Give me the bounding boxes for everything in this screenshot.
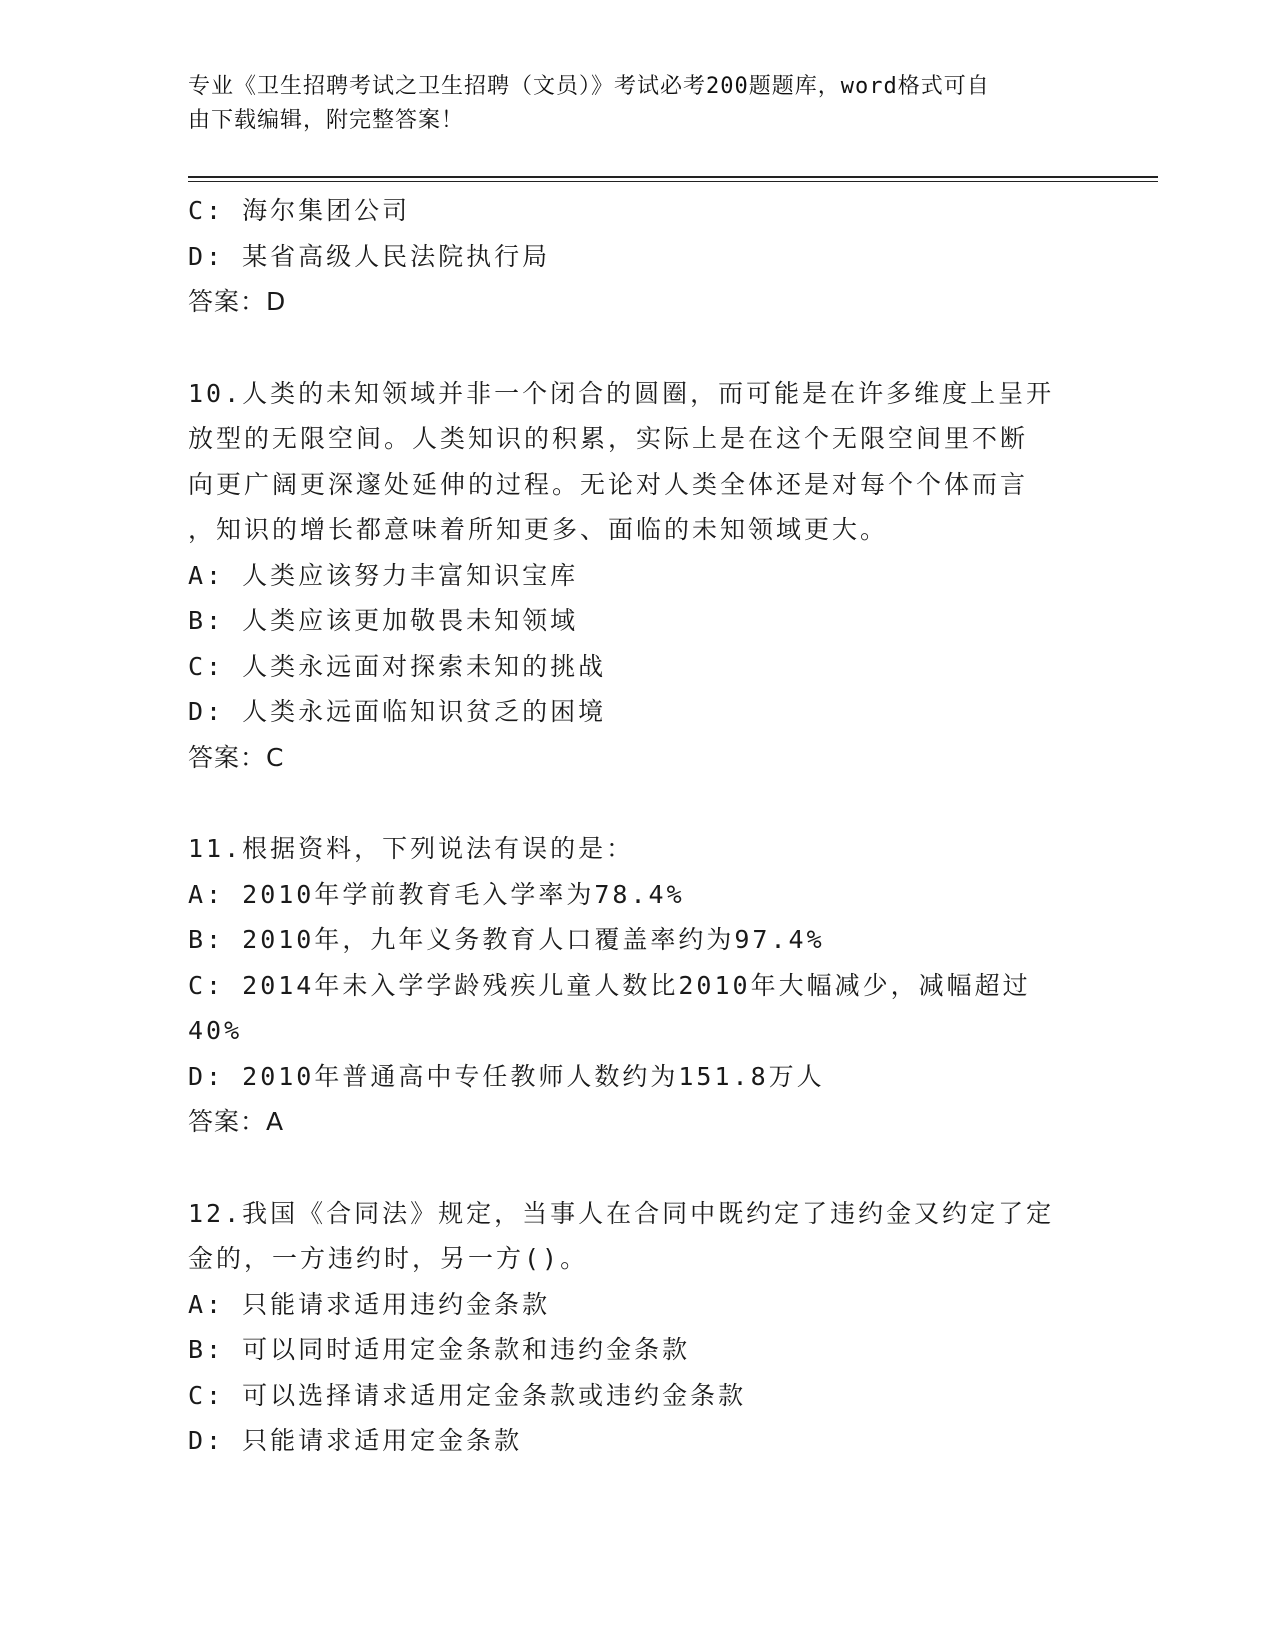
q11-option-a: A: 2010年学前教育毛入学率为78.4% [188, 879, 685, 909]
spacer [188, 325, 1088, 371]
q10-option-c: C: 人类永远面对探索未知的挑战 [188, 651, 607, 681]
q10-option-a: A: 人类应该努力丰富知识宝库 [188, 560, 579, 590]
q11-answer: 答案：A [188, 1107, 285, 1136]
spacer [188, 780, 1088, 826]
question-11 [188, 826, 1088, 1145]
question-content [188, 188, 1088, 1464]
q10-option-d: D: 人类永远面临知识贫乏的困境 [188, 697, 607, 726]
q10-option-b: B: 人类应该更加敬畏未知领域 [188, 606, 579, 635]
q12-stem-line: 金的，一方违约时，另一方()。 [188, 1244, 589, 1273]
q11-option-d: D: 2010年普通高中专任教师人数约为151.8万人 [188, 1061, 825, 1091]
q9-answer: 答案：D [188, 287, 287, 316]
q9-option-c: C: 海尔集团公司 [188, 196, 411, 225]
q12-stem-line: 12.我国《合同法》规定，当事人在合同中既约定了违约金又约定了定 [188, 1198, 1055, 1228]
q10-stem-line: 放型的无限空间。人类知识的积累，实际上是在这个无限空间里不断 [188, 424, 1029, 453]
q12-option-b: B: 可以同时适用定金条款和违约金条款 [188, 1335, 691, 1364]
q10-stem-line: 向更广阔更深邃处延伸的过程。无论对人类全体还是对每个个体而言 [188, 469, 1029, 499]
q11-option-c: C: 2014年未入学学龄残疾儿童人数比2010年大幅减少，减幅超过 [188, 970, 1031, 1000]
q12-option-a: A: 只能请求适用违约金条款 [188, 1289, 551, 1319]
q11-option-c-continued: 40% [188, 1016, 243, 1045]
q10-stem-line: ，知识的增长都意味着所知更多、面临的未知领域更大。 [188, 515, 889, 544]
q12-option-d: D: 只能请求适用定金条款 [188, 1426, 523, 1455]
header-divider [188, 176, 1158, 182]
header-line-1: 专业《卫生招聘考试之卫生招聘（文员）》考试必考200题题库，word格式可自 [188, 74, 990, 99]
header-line-2: 由下载编辑，附完整答案！ [188, 108, 465, 133]
document-header [188, 70, 1068, 138]
q11-stem: 11.根据资料，下列说法有误的是： [188, 834, 635, 863]
question-9 [188, 188, 1088, 325]
q12-option-c: C: 可以选择请求适用定金条款或违约金条款 [188, 1380, 747, 1410]
question-10 [188, 371, 1088, 781]
q9-option-d: D: 某省高级人民法院执行局 [188, 241, 551, 271]
q10-stem-line: 10.人类的未知领域并非一个闭合的圆圈，而可能是在许多维度上呈开 [188, 378, 1055, 408]
question-12 [188, 1191, 1088, 1464]
q11-option-b: B: 2010年，九年义务教育人口覆盖率约为97.4% [188, 925, 825, 954]
spacer [188, 1145, 1088, 1191]
q10-answer: 答案：C [188, 742, 285, 772]
